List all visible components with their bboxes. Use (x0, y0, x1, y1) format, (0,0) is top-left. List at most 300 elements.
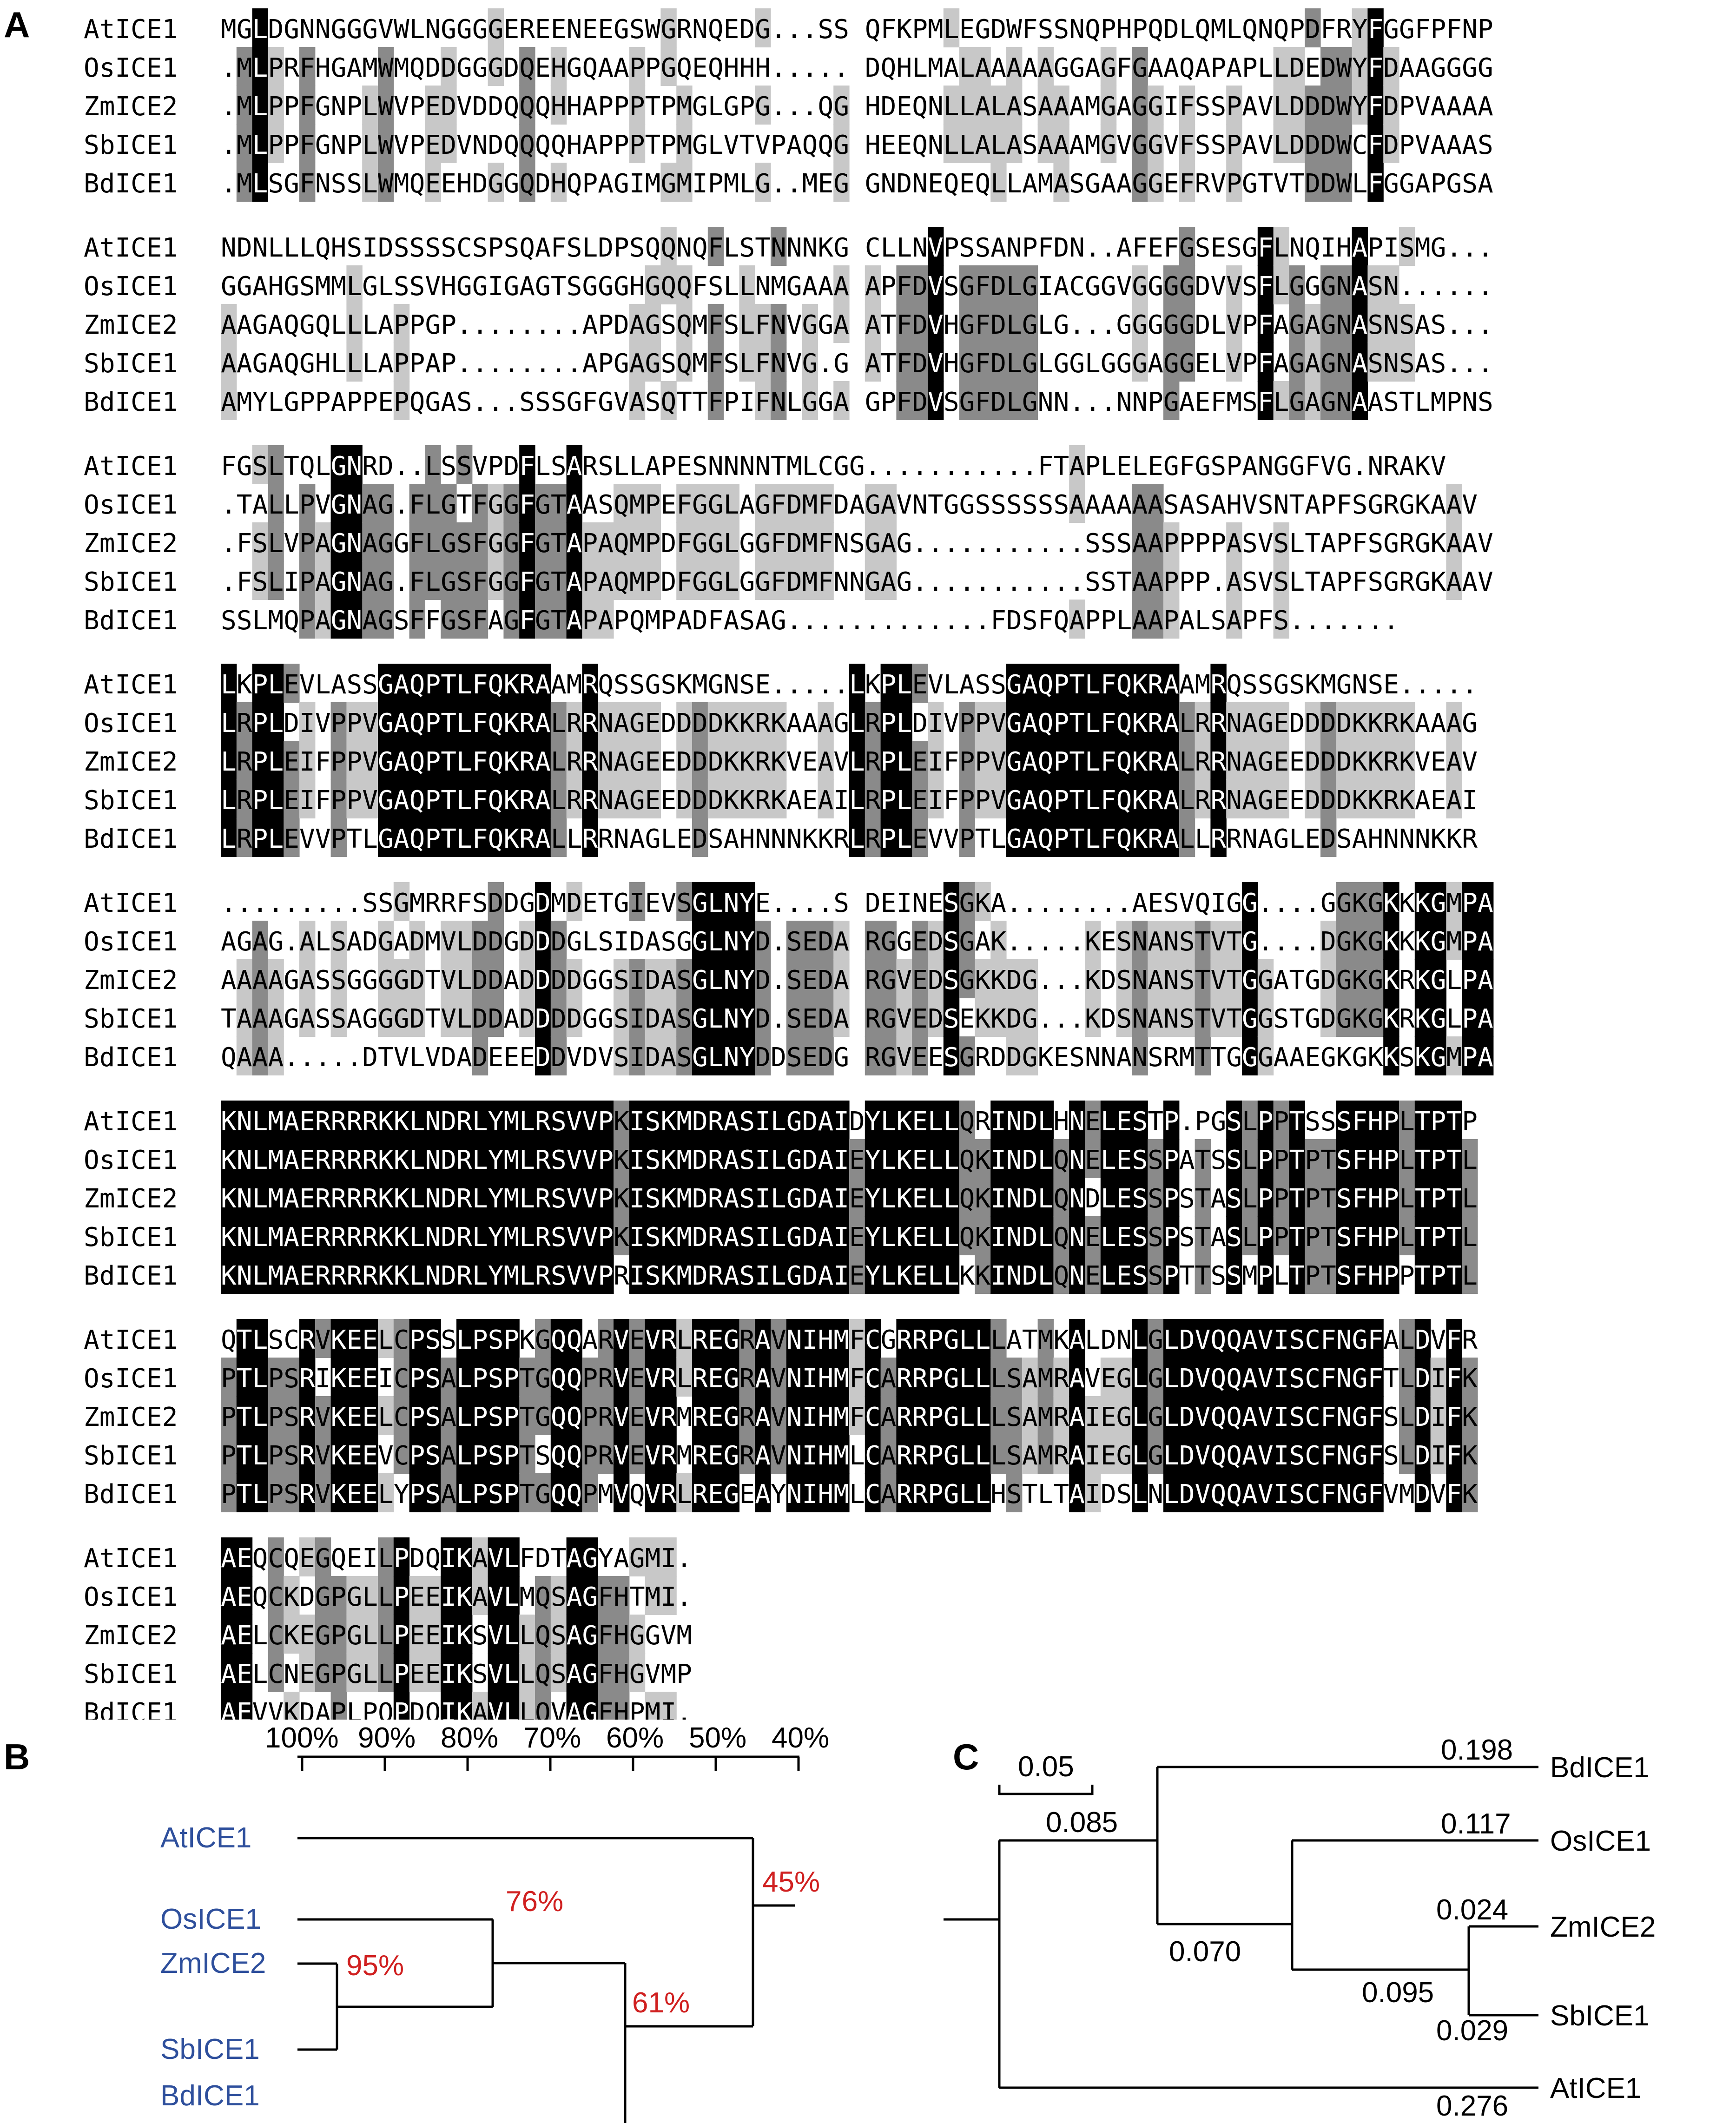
gap-dot: . (1462, 233, 1478, 263)
residue: S (1273, 567, 1289, 597)
residue: S (660, 670, 677, 700)
residue: I (755, 1261, 771, 1291)
residue: L (1100, 1145, 1116, 1175)
residue: S (943, 387, 959, 417)
residue: G (1006, 785, 1022, 816)
residue: P (1399, 92, 1415, 122)
residue: E (236, 1543, 252, 1574)
residue: N (1132, 387, 1148, 417)
residue: G (535, 567, 551, 597)
taxon-label: OsICE1 (160, 1903, 262, 1935)
residue: M (833, 1441, 849, 1471)
residue: L (456, 747, 472, 777)
gap-dot: . (393, 567, 409, 597)
residue: D (1053, 233, 1069, 263)
branch-length-label: 0.029 (1436, 2015, 1509, 2047)
residue: A (284, 1145, 299, 1175)
residue: G (629, 708, 645, 738)
residue: M (550, 888, 567, 918)
residue: N (1069, 1107, 1085, 1137)
residue: P (959, 785, 975, 816)
residue: G (896, 528, 912, 559)
residue: V (582, 1261, 598, 1291)
residue: V (598, 1042, 614, 1073)
residue: S (315, 1004, 331, 1034)
residue: E (802, 1042, 818, 1073)
residue: K (1352, 927, 1368, 957)
residue: D (535, 1004, 551, 1034)
residue: M (236, 387, 252, 417)
residue: R (330, 1184, 347, 1214)
residue: D (912, 349, 928, 379)
residue: I (692, 169, 708, 199)
residue: E (519, 1042, 535, 1073)
residue: V (896, 965, 912, 996)
residue: G (1367, 888, 1384, 918)
residue: P (880, 708, 897, 738)
residue: G (1069, 53, 1085, 83)
residue: G (1210, 1107, 1227, 1137)
residue: T (550, 1543, 567, 1574)
residue: D (488, 965, 504, 996)
residue: F (409, 606, 425, 636)
residue: D (566, 1004, 582, 1034)
residue: N (1069, 1145, 1085, 1175)
residue: N (425, 1222, 441, 1253)
residue: K (614, 1222, 629, 1253)
residue: R (1383, 785, 1399, 816)
residue: R (692, 1364, 708, 1394)
residue: L (1085, 349, 1101, 379)
residue: S (1195, 233, 1211, 263)
residue: G (472, 53, 488, 83)
residue: V (771, 1402, 786, 1432)
residue: V (660, 1621, 677, 1651)
residue: F (818, 567, 834, 597)
residue: M (692, 310, 708, 340)
residue: V (582, 1222, 598, 1253)
residue: F (1210, 387, 1227, 417)
residue: A (1399, 53, 1415, 83)
residue: E (912, 785, 928, 816)
residue: M (519, 1582, 535, 1612)
residue: M (362, 53, 378, 83)
residue: G (645, 824, 661, 854)
residue: A (299, 965, 315, 996)
residue: A (1414, 349, 1431, 379)
residue: F (771, 528, 786, 559)
residue: G (880, 965, 897, 996)
residue: Q (1116, 747, 1132, 777)
residue: C (393, 1441, 409, 1471)
residue: E (629, 1402, 645, 1432)
residue: E (660, 785, 677, 816)
residue: E (346, 1402, 363, 1432)
residue: P (1430, 1261, 1446, 1291)
residue: N (739, 451, 755, 481)
residue: H (1367, 1107, 1384, 1137)
residue: G (1006, 824, 1022, 854)
gap-dot: . (1336, 606, 1352, 636)
residue: F (1132, 233, 1148, 263)
residue: D (771, 1042, 786, 1073)
sequence-name: SbICE1 (84, 1441, 178, 1471)
residue: A (566, 1621, 582, 1651)
residue: L (519, 1222, 535, 1253)
residue: G (1242, 1004, 1258, 1034)
gap-dot: . (393, 451, 409, 481)
residue: P (1226, 130, 1242, 160)
residue: S (330, 965, 347, 996)
residue: R (896, 1441, 912, 1471)
residue: C (268, 1543, 284, 1574)
residue: R (1399, 567, 1415, 597)
sequence-name: ZmICE2 (84, 1184, 178, 1214)
residue: P (346, 387, 363, 417)
residue: R (330, 1145, 347, 1175)
residue: D (692, 1145, 708, 1175)
residue: P (393, 349, 409, 379)
residue: R (707, 1261, 724, 1291)
residue: G (315, 1543, 331, 1574)
gap-dot: . (1085, 888, 1101, 918)
residue: R (975, 1107, 991, 1137)
residue: A (252, 1004, 268, 1034)
residue: K (330, 1364, 347, 1394)
residue: N (833, 528, 849, 559)
residue: A (1414, 53, 1431, 83)
residue: S (660, 927, 677, 957)
residue: L (362, 1582, 378, 1612)
gap-dot: . (346, 888, 363, 918)
residue: G (1148, 271, 1163, 302)
residue: Q (1053, 1184, 1069, 1214)
residue: L (362, 1659, 378, 1689)
residue: G (488, 53, 504, 83)
residue: T (378, 1042, 394, 1073)
residue: D (519, 1004, 535, 1034)
residue: G (598, 271, 614, 302)
residue: G (1383, 169, 1399, 199)
residue: G (786, 271, 802, 302)
residue: L (959, 1479, 975, 1510)
residue: G (959, 349, 975, 379)
residue: M (236, 130, 252, 160)
residue: A (1022, 1441, 1038, 1471)
residue: L (771, 1107, 786, 1137)
residue: L (676, 1364, 692, 1394)
residue: T (1195, 1042, 1211, 1073)
residue: L (472, 1107, 488, 1137)
gap-dot: . (1414, 670, 1431, 700)
residue: P (362, 387, 378, 417)
residue: R (707, 1222, 724, 1253)
sequence-name: BdICE1 (84, 1698, 178, 1720)
residue: F (409, 528, 425, 559)
residue: E (503, 1042, 520, 1073)
residue: L (959, 130, 975, 160)
residue: D (990, 271, 1006, 302)
residue: M (503, 1184, 520, 1214)
residue: I (755, 1222, 771, 1253)
residue: S (268, 1325, 284, 1355)
residue: R (660, 1364, 677, 1394)
residue: T (676, 387, 692, 417)
residue: S (472, 233, 488, 263)
residue: P (1085, 606, 1101, 636)
residue: D (1320, 92, 1336, 122)
residue: A (284, 1107, 299, 1137)
residue: K (990, 1004, 1006, 1034)
residue: L (1085, 1325, 1101, 1355)
residue: G (1478, 53, 1493, 83)
residue: L (990, 1364, 1006, 1394)
panel-label-b: B (4, 1736, 30, 1777)
residue: R (299, 1364, 315, 1394)
residue: R (236, 747, 252, 777)
residue: Q (692, 233, 708, 263)
residue: G (1320, 888, 1336, 918)
residue: P (346, 130, 363, 160)
residue: Q (1116, 785, 1132, 816)
residue: P (1383, 1222, 1399, 1253)
residue: M (692, 670, 708, 700)
residue: I (755, 1107, 771, 1137)
residue: P (1430, 14, 1446, 45)
residue: Q (1053, 1145, 1069, 1175)
residue: T (1289, 490, 1305, 520)
residue: P (472, 1441, 488, 1471)
residue: M (268, 1107, 284, 1137)
residue: R (692, 1402, 708, 1432)
sequence-name: BdICE1 (84, 606, 178, 636)
residue: N (236, 1261, 252, 1291)
residue: A (1383, 1325, 1399, 1355)
residue: P (598, 1107, 614, 1137)
residue: G (645, 1621, 661, 1651)
residue: Y (1352, 53, 1368, 83)
residue: V (771, 1441, 786, 1471)
residue: R (739, 1441, 755, 1471)
residue: L (252, 1659, 268, 1689)
residue: E (912, 1145, 928, 1175)
residue: G (535, 606, 551, 636)
residue: S (488, 1441, 504, 1471)
residue: Q (284, 1543, 299, 1574)
residue: G (1100, 130, 1116, 160)
residue: K (1132, 708, 1148, 738)
residue: L (550, 785, 567, 816)
residue: A (1242, 1479, 1258, 1510)
residue: A (221, 349, 237, 379)
residue: R (362, 1107, 378, 1137)
residue: L (1132, 1479, 1148, 1510)
residue: R (346, 1261, 363, 1291)
residue: D (1305, 747, 1320, 777)
residue: V (1195, 1364, 1211, 1394)
gap-dot: . (818, 53, 834, 83)
residue: V (1226, 310, 1242, 340)
residue: Q (614, 490, 629, 520)
residue: T (1179, 1261, 1195, 1291)
residue: G (503, 169, 520, 199)
gap-dot: . (284, 927, 299, 957)
residue: D (299, 1582, 315, 1612)
residue: P (1462, 1042, 1478, 1073)
residue: G (1336, 888, 1352, 918)
residue: K (221, 1222, 237, 1253)
residue: R (456, 1145, 472, 1175)
residue: D (535, 1543, 551, 1574)
residue: G (880, 1325, 897, 1355)
residue: A (755, 1364, 771, 1394)
residue: S (488, 1364, 504, 1394)
residue: Q (284, 349, 299, 379)
residue: L (676, 1479, 692, 1510)
residue: I (802, 1479, 818, 1510)
residue: E (912, 670, 928, 700)
gap-dot: . (299, 1042, 315, 1073)
residue: L (1132, 451, 1148, 481)
residue: R (692, 1479, 708, 1510)
residue: E (912, 1107, 928, 1137)
residue: R (315, 1107, 331, 1137)
residue: G (1132, 92, 1148, 122)
sequence-name: SbICE1 (84, 130, 178, 160)
residue: R (362, 1222, 378, 1253)
residue: G (330, 14, 347, 45)
residue: Q (1305, 233, 1320, 263)
residue: N (598, 785, 614, 816)
residue: E (441, 169, 456, 199)
residue: Q (865, 14, 881, 45)
residue: N (723, 888, 739, 918)
gap-dot: . (1305, 927, 1320, 957)
residue: D (928, 927, 944, 957)
residue: D (503, 53, 520, 83)
residue: E (425, 1582, 441, 1612)
residue: R (284, 53, 299, 83)
residue: V (1383, 1479, 1399, 1510)
residue: Q (550, 1479, 567, 1510)
gap-dot: . (771, 965, 786, 996)
residue: A (503, 965, 520, 996)
residue: F (1305, 451, 1320, 481)
residue: N (425, 1184, 441, 1214)
residue: E (1085, 1107, 1101, 1137)
node-support-label: 76% (506, 1886, 564, 1918)
residue: L (1257, 53, 1274, 83)
residue: V (1257, 567, 1274, 597)
residue: A (1022, 785, 1038, 816)
residue: F (1116, 53, 1132, 83)
residue: A (818, 1184, 834, 1214)
residue: G (707, 670, 724, 700)
residue: Q (566, 1441, 582, 1471)
residue: A (755, 1441, 771, 1471)
residue: L (252, 1402, 268, 1432)
residue: L (378, 1659, 394, 1689)
residue: N (1069, 1184, 1085, 1214)
residue: K (393, 1222, 409, 1253)
residue: A (975, 130, 991, 160)
residue: D (1100, 1004, 1116, 1034)
residue: M (676, 1107, 692, 1137)
residue: P (1163, 567, 1179, 597)
residue: P (598, 1261, 614, 1291)
residue: L (1006, 387, 1022, 417)
residue: A (1462, 528, 1478, 559)
residue: M (833, 1325, 849, 1355)
residue: E (1273, 708, 1289, 738)
residue: A (1132, 567, 1148, 597)
residue: A (723, 1222, 739, 1253)
residue: E (1273, 785, 1289, 816)
residue: D (1006, 606, 1022, 636)
residue: C (818, 451, 834, 481)
residue: V (928, 271, 944, 302)
residue: Y (488, 1107, 504, 1137)
residue: A (818, 1222, 834, 1253)
residue: Q (550, 1364, 567, 1394)
residue: P (1383, 1145, 1399, 1175)
residue: S (472, 1659, 488, 1689)
residue: R (535, 1107, 551, 1137)
residue: R (865, 824, 881, 854)
residue: D (1320, 965, 1336, 996)
residue: M (1210, 14, 1227, 45)
residue: A (1148, 528, 1163, 559)
residue: A (1069, 1325, 1085, 1355)
residue: N (1100, 1042, 1116, 1073)
residue: D (1195, 271, 1211, 302)
residue: F (692, 271, 708, 302)
residue: D (1163, 14, 1179, 45)
gap-dot: . (393, 490, 409, 520)
residue: S (425, 1479, 441, 1510)
residue: P (252, 824, 268, 854)
residue: A (315, 1698, 331, 1720)
residue: K (1383, 1004, 1399, 1034)
residue: G (692, 490, 708, 520)
residue: L (1006, 169, 1022, 199)
residue: F (1446, 14, 1462, 45)
residue: D (1414, 1325, 1431, 1355)
residue: V (1179, 888, 1195, 918)
residue: N (1367, 451, 1384, 481)
residue: A (330, 387, 347, 417)
residue: I (1210, 888, 1227, 918)
residue: S (1336, 1184, 1352, 1214)
residue: C (1305, 1402, 1320, 1432)
residue: K (614, 1107, 629, 1137)
residue: M (771, 271, 786, 302)
residue: P (1163, 1145, 1179, 1175)
residue: V (1163, 130, 1179, 160)
residue: Q (284, 310, 299, 340)
residue: A (1210, 490, 1227, 520)
residue: E (346, 1441, 363, 1471)
residue: L (943, 1145, 959, 1175)
residue: V (1414, 130, 1431, 160)
residue: K (975, 1261, 991, 1291)
residue: G (378, 670, 394, 700)
residue: P (393, 1543, 409, 1574)
residue: Y (488, 1222, 504, 1253)
residue: P (409, 310, 425, 340)
residue: E (1085, 1261, 1101, 1291)
residue: L (362, 824, 378, 854)
